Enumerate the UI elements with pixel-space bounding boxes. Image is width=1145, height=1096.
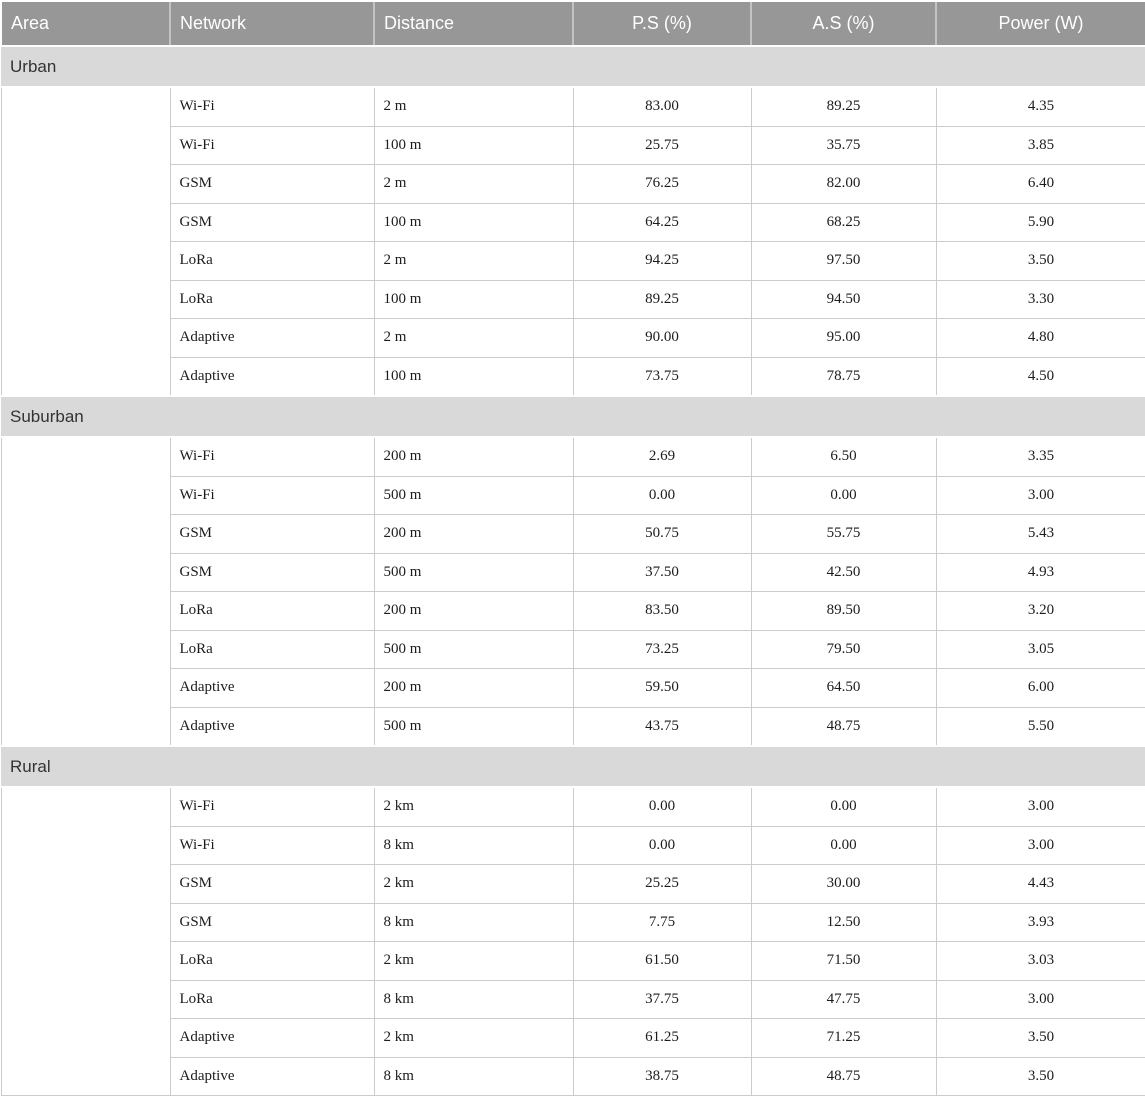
section-label: Suburban bbox=[1, 396, 1145, 437]
as-cell: 94.50 bbox=[751, 280, 936, 319]
table-row bbox=[1, 903, 1145, 942]
distance-cell: 100 m bbox=[374, 280, 573, 319]
power-cell: 3.35 bbox=[936, 437, 1145, 476]
distance-cell: 100 m bbox=[374, 203, 573, 242]
network-cell: LoRa bbox=[170, 630, 374, 669]
power-cell: 3.05 bbox=[936, 630, 1145, 669]
as-cell: 68.25 bbox=[751, 203, 936, 242]
table-row bbox=[1, 319, 1145, 358]
section-row-rural bbox=[1, 746, 1145, 787]
distance-cell: 2 km bbox=[374, 787, 573, 826]
results-table-body bbox=[1, 46, 1145, 1096]
ps-cell: 73.25 bbox=[573, 630, 751, 669]
ps-cell: 43.75 bbox=[573, 707, 751, 746]
column-header-power: Power (W) bbox=[936, 2, 1145, 46]
table-row bbox=[1, 826, 1145, 865]
distance-cell: 500 m bbox=[374, 553, 573, 592]
as-cell: 35.75 bbox=[751, 126, 936, 165]
ps-cell: 25.25 bbox=[573, 865, 751, 904]
as-cell: 71.50 bbox=[751, 942, 936, 981]
power-cell: 3.00 bbox=[936, 826, 1145, 865]
table-row bbox=[1, 942, 1145, 981]
as-cell: 79.50 bbox=[751, 630, 936, 669]
distance-cell: 2 m bbox=[374, 87, 573, 126]
ps-cell: 64.25 bbox=[573, 203, 751, 242]
column-header-ps: P.S (%) bbox=[573, 2, 751, 46]
ps-cell: 83.50 bbox=[573, 592, 751, 631]
network-cell: Wi-Fi bbox=[170, 476, 374, 515]
as-cell: 47.75 bbox=[751, 980, 936, 1019]
network-cell: GSM bbox=[170, 903, 374, 942]
as-cell: 0.00 bbox=[751, 787, 936, 826]
network-cell: Adaptive bbox=[170, 669, 374, 708]
table-row bbox=[1, 476, 1145, 515]
table-row bbox=[1, 126, 1145, 165]
as-cell: 6.50 bbox=[751, 437, 936, 476]
table-row bbox=[1, 87, 1145, 126]
network-cell: Adaptive bbox=[170, 1019, 374, 1058]
distance-cell: 200 m bbox=[374, 437, 573, 476]
ps-cell: 7.75 bbox=[573, 903, 751, 942]
power-cell: 6.00 bbox=[936, 669, 1145, 708]
area-spacer-cell bbox=[1, 87, 170, 396]
section-row-suburban bbox=[1, 396, 1145, 437]
ps-cell: 83.00 bbox=[573, 87, 751, 126]
table-row bbox=[1, 165, 1145, 204]
distance-cell: 8 km bbox=[374, 903, 573, 942]
distance-cell: 200 m bbox=[374, 592, 573, 631]
power-cell: 6.40 bbox=[936, 165, 1145, 204]
column-header-as: A.S (%) bbox=[751, 2, 936, 46]
as-cell: 0.00 bbox=[751, 826, 936, 865]
table-row bbox=[1, 357, 1145, 396]
distance-cell: 2 km bbox=[374, 942, 573, 981]
table-row bbox=[1, 592, 1145, 631]
network-cell: Wi-Fi bbox=[170, 826, 374, 865]
network-cell: Adaptive bbox=[170, 1057, 374, 1096]
as-cell: 78.75 bbox=[751, 357, 936, 396]
ps-cell: 0.00 bbox=[573, 476, 751, 515]
ps-cell: 25.75 bbox=[573, 126, 751, 165]
network-cell: Wi-Fi bbox=[170, 437, 374, 476]
table-row bbox=[1, 437, 1145, 476]
ps-cell: 37.75 bbox=[573, 980, 751, 1019]
network-cell: Wi-Fi bbox=[170, 787, 374, 826]
power-cell: 3.50 bbox=[936, 242, 1145, 281]
table-row bbox=[1, 980, 1145, 1019]
column-header-area: Area bbox=[1, 2, 170, 46]
section-row-urban bbox=[1, 46, 1145, 87]
network-cell: GSM bbox=[170, 165, 374, 204]
distance-cell: 2 m bbox=[374, 319, 573, 358]
power-cell: 3.00 bbox=[936, 787, 1145, 826]
distance-cell: 500 m bbox=[374, 630, 573, 669]
ps-cell: 59.50 bbox=[573, 669, 751, 708]
power-cell: 3.85 bbox=[936, 126, 1145, 165]
power-cell: 5.43 bbox=[936, 515, 1145, 554]
as-cell: 95.00 bbox=[751, 319, 936, 358]
ps-cell: 94.25 bbox=[573, 242, 751, 281]
area-spacer-cell bbox=[1, 787, 170, 1096]
ps-cell: 90.00 bbox=[573, 319, 751, 358]
network-cell: LoRa bbox=[170, 942, 374, 981]
as-cell: 30.00 bbox=[751, 865, 936, 904]
header-row bbox=[1, 2, 1145, 46]
ps-cell: 73.75 bbox=[573, 357, 751, 396]
ps-cell: 37.50 bbox=[573, 553, 751, 592]
power-cell: 3.00 bbox=[936, 476, 1145, 515]
section-label: Urban bbox=[1, 46, 1145, 87]
area-spacer-cell bbox=[1, 437, 170, 746]
network-cell: LoRa bbox=[170, 280, 374, 319]
distance-cell: 500 m bbox=[374, 476, 573, 515]
section-label: Rural bbox=[1, 746, 1145, 787]
distance-cell: 8 km bbox=[374, 980, 573, 1019]
ps-cell: 50.75 bbox=[573, 515, 751, 554]
power-cell: 3.30 bbox=[936, 280, 1145, 319]
distance-cell: 100 m bbox=[374, 357, 573, 396]
as-cell: 42.50 bbox=[751, 553, 936, 592]
table-row bbox=[1, 1057, 1145, 1096]
power-cell: 4.43 bbox=[936, 865, 1145, 904]
distance-cell: 2 km bbox=[374, 865, 573, 904]
network-cell: Wi-Fi bbox=[170, 87, 374, 126]
table-row bbox=[1, 280, 1145, 319]
as-cell: 89.25 bbox=[751, 87, 936, 126]
table-row bbox=[1, 669, 1145, 708]
as-cell: 82.00 bbox=[751, 165, 936, 204]
network-cell: GSM bbox=[170, 515, 374, 554]
power-cell: 3.50 bbox=[936, 1057, 1145, 1096]
power-cell: 3.20 bbox=[936, 592, 1145, 631]
power-cell: 3.93 bbox=[936, 903, 1145, 942]
network-cell: Wi-Fi bbox=[170, 126, 374, 165]
ps-cell: 38.75 bbox=[573, 1057, 751, 1096]
table-row bbox=[1, 787, 1145, 826]
table-row bbox=[1, 865, 1145, 904]
power-cell: 4.50 bbox=[936, 357, 1145, 396]
network-cell: GSM bbox=[170, 203, 374, 242]
network-cell: Adaptive bbox=[170, 319, 374, 358]
power-cell: 5.50 bbox=[936, 707, 1145, 746]
ps-cell: 61.50 bbox=[573, 942, 751, 981]
network-cell: LoRa bbox=[170, 980, 374, 1019]
ps-cell: 89.25 bbox=[573, 280, 751, 319]
as-cell: 71.25 bbox=[751, 1019, 936, 1058]
ps-cell: 0.00 bbox=[573, 826, 751, 865]
power-cell: 3.00 bbox=[936, 980, 1145, 1019]
as-cell: 48.75 bbox=[751, 1057, 936, 1096]
network-cell: LoRa bbox=[170, 592, 374, 631]
ps-cell: 76.25 bbox=[573, 165, 751, 204]
power-cell: 4.80 bbox=[936, 319, 1145, 358]
network-cell: Adaptive bbox=[170, 357, 374, 396]
distance-cell: 2 km bbox=[374, 1019, 573, 1058]
distance-cell: 200 m bbox=[374, 669, 573, 708]
table-row bbox=[1, 553, 1145, 592]
as-cell: 97.50 bbox=[751, 242, 936, 281]
distance-cell: 2 m bbox=[374, 242, 573, 281]
distance-cell: 500 m bbox=[374, 707, 573, 746]
table-row bbox=[1, 203, 1145, 242]
network-cell: GSM bbox=[170, 865, 374, 904]
table-header bbox=[1, 2, 1145, 46]
as-cell: 12.50 bbox=[751, 903, 936, 942]
column-header-distance: Distance bbox=[374, 2, 573, 46]
ps-cell: 61.25 bbox=[573, 1019, 751, 1058]
as-cell: 55.75 bbox=[751, 515, 936, 554]
distance-cell: 200 m bbox=[374, 515, 573, 554]
as-cell: 64.50 bbox=[751, 669, 936, 708]
as-cell: 0.00 bbox=[751, 476, 936, 515]
power-cell: 3.03 bbox=[936, 942, 1145, 981]
distance-cell: 2 m bbox=[374, 165, 573, 204]
network-cell: Adaptive bbox=[170, 707, 374, 746]
table-row bbox=[1, 242, 1145, 281]
distance-cell: 8 km bbox=[374, 826, 573, 865]
table-row bbox=[1, 1019, 1145, 1058]
table-row bbox=[1, 630, 1145, 669]
ps-cell: 0.00 bbox=[573, 787, 751, 826]
as-cell: 89.50 bbox=[751, 592, 936, 631]
distance-cell: 8 km bbox=[374, 1057, 573, 1096]
as-cell: 48.75 bbox=[751, 707, 936, 746]
power-cell: 4.35 bbox=[936, 87, 1145, 126]
network-cell: LoRa bbox=[170, 242, 374, 281]
distance-cell: 100 m bbox=[374, 126, 573, 165]
power-cell: 3.50 bbox=[936, 1019, 1145, 1058]
power-cell: 4.93 bbox=[936, 553, 1145, 592]
ps-cell: 2.69 bbox=[573, 437, 751, 476]
column-header-network: Network bbox=[170, 2, 374, 46]
table-row bbox=[1, 707, 1145, 746]
table-row bbox=[1, 515, 1145, 554]
network-cell: GSM bbox=[170, 553, 374, 592]
results-table bbox=[0, 2, 1145, 1096]
power-cell: 5.90 bbox=[936, 203, 1145, 242]
